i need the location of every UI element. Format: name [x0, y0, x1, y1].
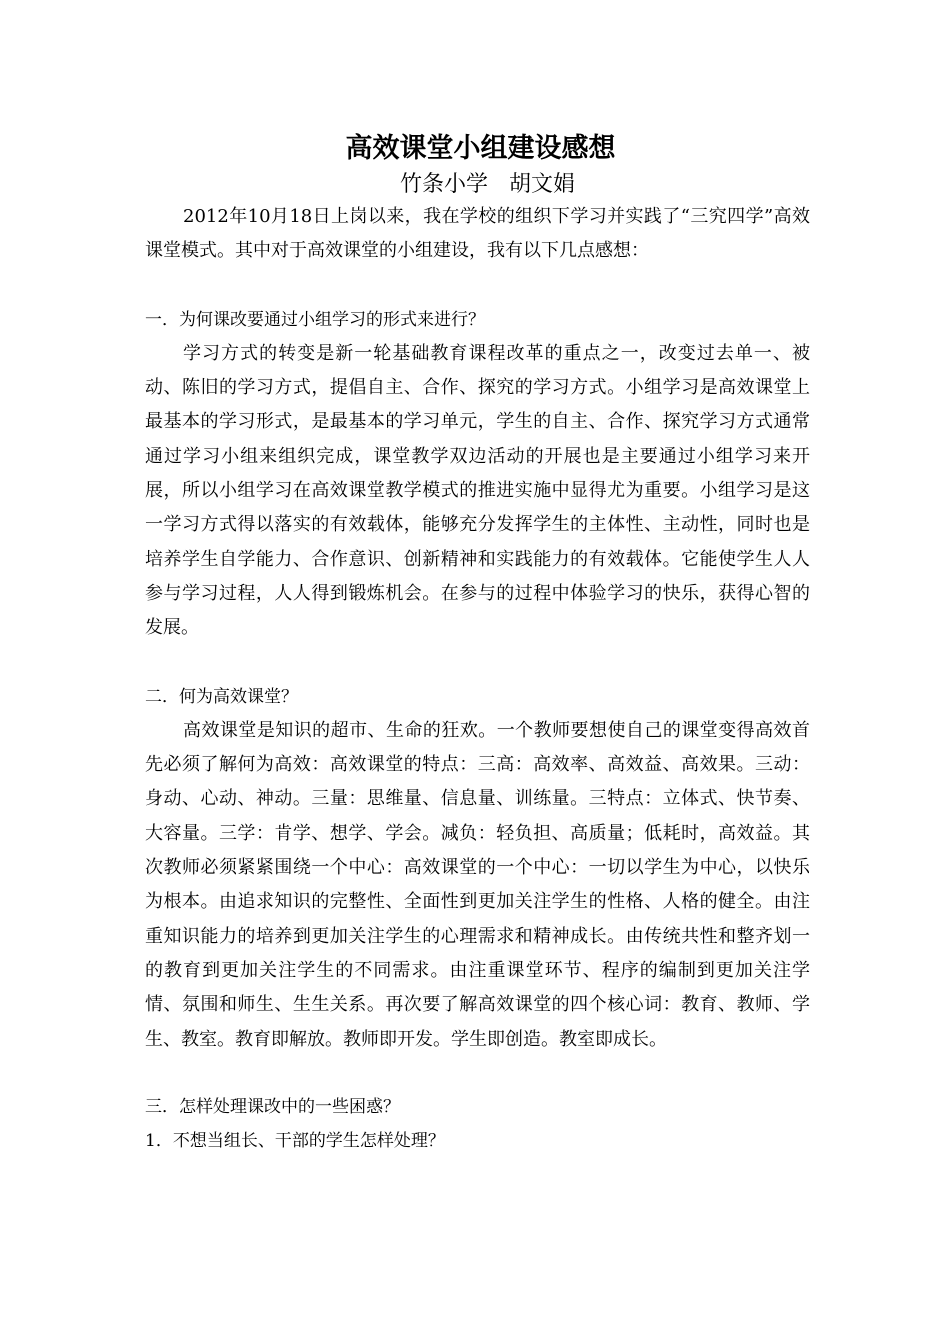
section-heading-1: 一．为何课改要通过小组学习的形式来进行？	[145, 309, 485, 330]
sub-heading-1: 1．不想当组长、干部的学生怎样处理？	[145, 1131, 445, 1152]
blank-line	[145, 646, 810, 680]
section-body-1: 学习方式的转变是新一轮基础教育课程改革的重点之一，改变过去单一、被动、陈旧的学习方式，提倡自主、合作、探究的学习方式。小组学习是高效课堂上最基本的学习形式，是最基本的学习单元，学生的自主、合作、探究学习方式通常通过学习小组来组织完成，课堂教学双边活动的开展也是主要通过小组学习来开展，所以小组学习在高效课堂教学模式的推进实施中显得尤为重要。小组学习是这一学习方式得以落实的有效载体，能够充分发挥学生的主体性、主动性，同时也是培养学生自学能力、合作意识、创新精神和实践能力的有效载体。它能使学生人人参与学习过程，人人得到锻炼机会。在参与的过程中体验学习的快乐，获得心智的发展。	[145, 342, 810, 639]
section-heading-2: 二．何为高效课堂？	[145, 686, 298, 707]
blank-line	[145, 1057, 810, 1090]
document-title: 高效课堂小组建设感想	[345, 133, 616, 164]
section-body-2: 高效课堂是知识的超市、生命的狂欢。一个教师要想使自己的课堂变得高效首先必须了解何为高效：高效课堂的特点：三高：高效率、高效益、高效果。三动：身动、心动、神动。三量：思维量、信息量、训练量。三特点：立体式、快节奏、大容量。三学：肯学、想学、学会。减负：轻负担、高质量；低耗时，高效益。其次教师必须紧紧围绕一个中心：高效课堂的一个中心：一切以学生为中心，以快乐为根本。由追求知识的完整性、全面性到更加关注学生的性格、人格的健全。由注重知识能力的培养到更加关注学生的心理需求和精神成长。由传统共性和整齐划一的教育到更加关注学生的不同需求。由注重课堂环节、程序的编制到更加关注学情、氛围和师生、生生关系。再次要了解高效课堂的四个核心词：教育、教师、学生、教室。教育即解放。教师即开发。学生即创造。教室即成长。	[145, 719, 810, 1050]
section-heading-3: 三．怎样处理课改中的一些困惑？	[145, 1096, 400, 1117]
intro-paragraph: 2012年10月18日上岗以来，我在学校的组织下学习并实践了“三究四学”高效课堂模式。其中对于高效课堂的小组建设，我有以下几点感想：	[145, 206, 810, 262]
author-line: 竹条小学 胡文娟	[400, 172, 575, 197]
document-page	[145, 128, 810, 1158]
blank-line	[145, 269, 810, 303]
